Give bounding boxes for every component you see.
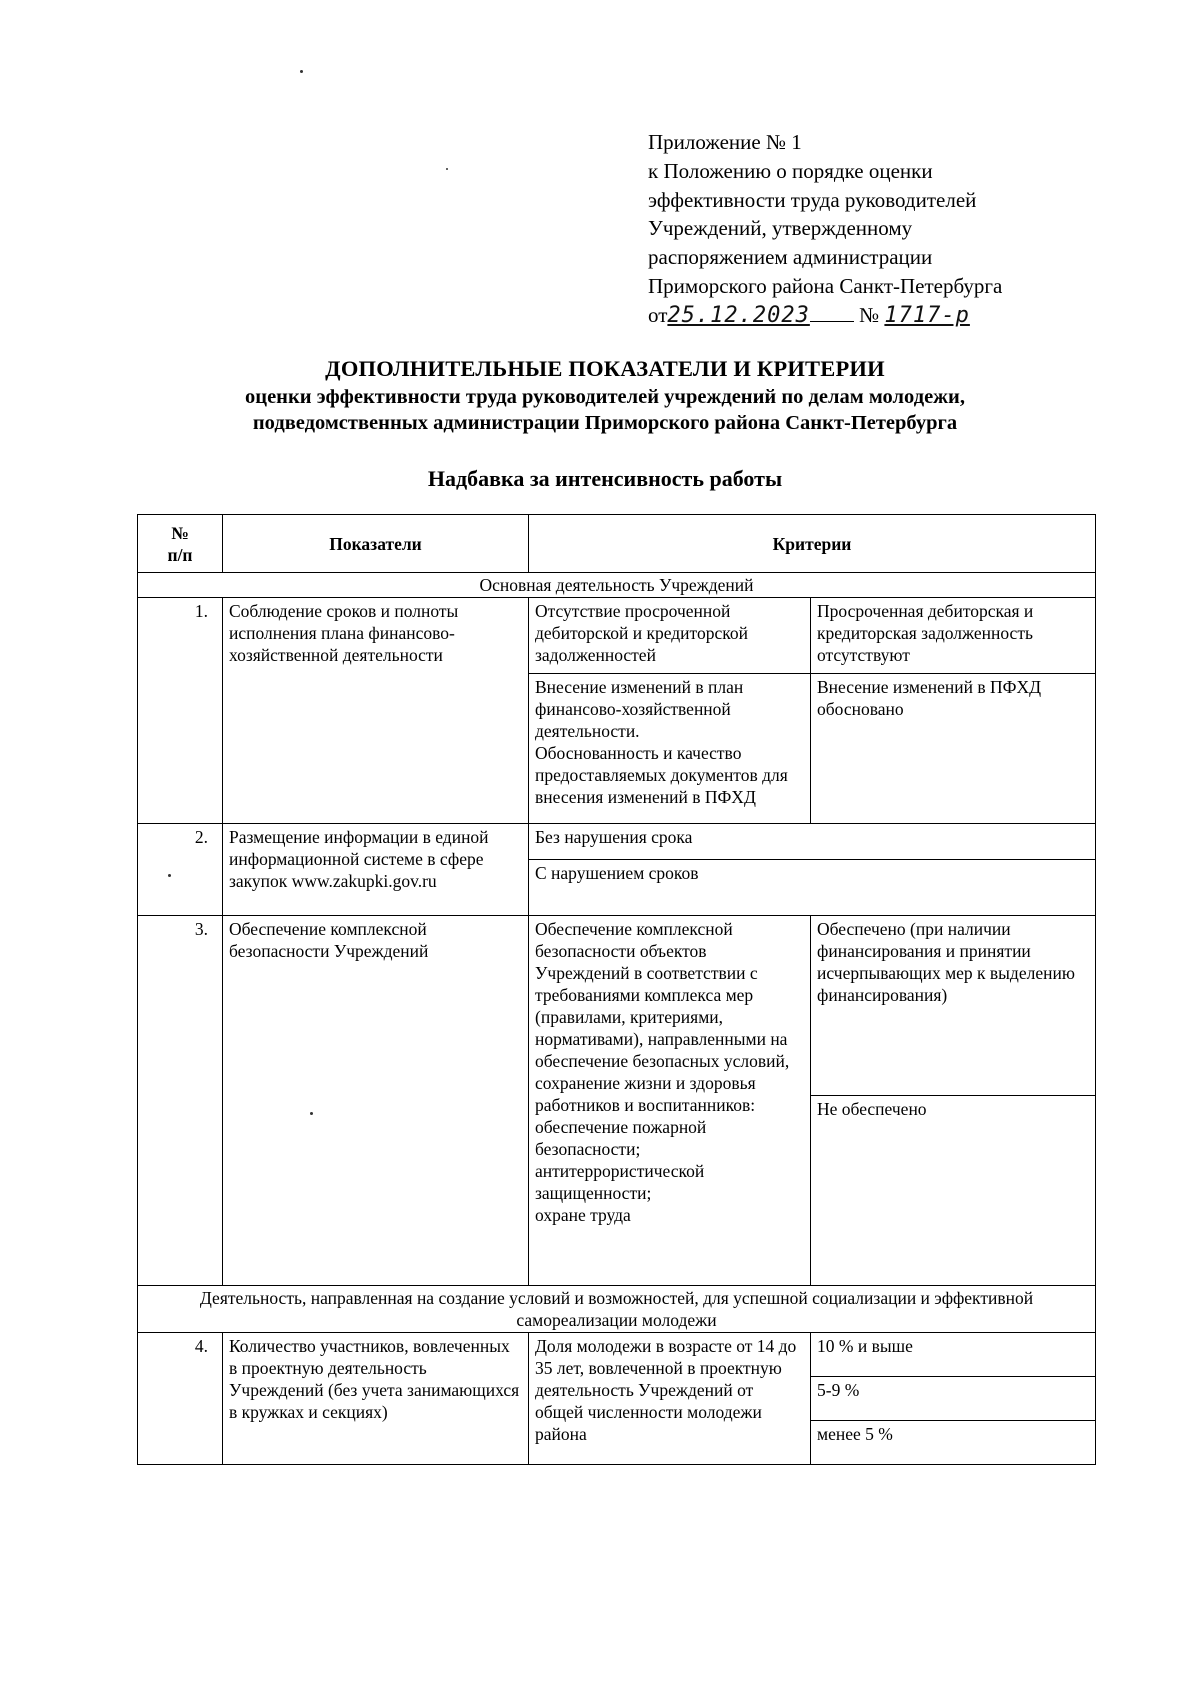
criteria-cell: Без нарушения срока — [529, 824, 1096, 860]
table-header-row — [138, 515, 1096, 573]
criteria-value-cell: Просроченная дебиторская и кредиторская задолженность отсутствуют — [811, 598, 1096, 674]
document-subtitle — [130, 384, 1080, 436]
row-number: 3. — [138, 916, 223, 1286]
table-row — [138, 824, 1096, 860]
criteria-value-cell: менее 5 % — [811, 1421, 1096, 1465]
table-row — [138, 598, 1096, 674]
table-row — [138, 1333, 1096, 1377]
indicator-cell: Размещение информации в единой информационной системе в сфере закупок www.zakupki.gov.ru — [223, 824, 529, 916]
table-row — [138, 916, 1096, 1096]
scan-speck — [300, 70, 303, 73]
criteria-value-cell: 5-9 % — [811, 1377, 1096, 1421]
criteria-value-cell: Не обеспечено — [811, 1096, 1096, 1286]
subtitle-line: подведомственных администрации Приморского района Санкт-Петербурга — [252, 412, 958, 434]
section-title: Основная деятельность Учреждений — [138, 573, 1096, 598]
appendix-line: распоряжением администрации — [648, 245, 933, 270]
scan-speck — [446, 168, 448, 170]
header-num: № п/п — [138, 515, 223, 573]
criteria-cell: Обеспечение комплексной безопасности объектов Учреждений в соответствии с требованиями комплекса мер (правилами, критериями, нормативами), направленными на обеспечение безопасных условий, сохранение жизни и здоровья работников и воспитанников: обеспечение пожарной безопасности; антитеррористической защищенности; охране труда — [529, 916, 811, 1286]
document-title: ДОПОЛНИТЕЛЬНЫЕ ПОКАЗАТЕЛИ И КРИТЕРИИ — [325, 356, 885, 381]
appendix-line: к Положению о порядке оценки — [648, 158, 933, 183]
criteria-cell: Отсутствие просроченной дебиторской и кредиторской задолженностей — [529, 598, 811, 674]
header-indicators: Показатели — [223, 515, 529, 573]
date-prefix: от — [648, 302, 668, 327]
appendix-date-line — [648, 301, 1108, 331]
appendix-line: Приложение № 1 — [648, 130, 802, 154]
criteria-table — [137, 514, 1096, 1465]
section-row — [138, 1286, 1096, 1333]
row-number: 4. — [138, 1333, 223, 1465]
header-criteria: Критерии — [529, 515, 1096, 573]
appendix-line: Приморского района Санкт-Петербурга — [648, 273, 1003, 298]
handwritten-date: 25.12.2023 — [667, 302, 810, 328]
number-prefix: № — [859, 302, 880, 327]
indicator-cell: Соблюдение сроков и полноты исполнения плана финансово-хозяйственной деятельности — [223, 598, 529, 824]
criteria-value-cell: 10 % и выше — [811, 1333, 1096, 1377]
handwritten-number: 1717-р — [884, 302, 970, 328]
criteria-value-cell: Внесение изменений в ПФХД обосновано — [811, 674, 1096, 824]
section-row — [138, 573, 1096, 598]
criteria-cell: Доля молодежи в возрасте от 14 до 35 лет, вовлеченной в проектную деятельность Учреждений от общей численности молодежи района — [529, 1333, 811, 1465]
section-heading: Надбавка за интенсивность работы — [427, 466, 783, 491]
appendix-line: Учреждений, утвержденному — [648, 216, 913, 241]
criteria-cell: Внесение изменений в план финансово-хозяйственной деятельности. Обоснованность и качество предоставляемых документов для внесения изменений в ПФХД — [529, 674, 811, 824]
indicator-cell: Количество участников, вовлеченных в проектную деятельность Учреждений (без учета занимающихся в кружках и секциях) — [223, 1333, 529, 1465]
row-number: 1. — [138, 598, 223, 824]
appendix-line: эффективности труда руководителей — [648, 187, 977, 212]
appendix-block — [648, 128, 1108, 331]
section-title: Деятельность, направленная на создание условий и возможностей, для успешной социализации и эффективной самореализации молодежи — [138, 1286, 1096, 1333]
criteria-value-cell: Обеспечено (при наличии финансирования и принятии исчерпывающих мер к выделению финансирования) — [811, 916, 1096, 1096]
indicator-cell: Обеспечение комплексной безопасности Учреждений — [223, 916, 529, 1286]
row-number: 2. — [138, 824, 223, 916]
criteria-cell: С нарушением сроков — [529, 860, 1096, 916]
subtitle-line: оценки эффективности труда руководителей учреждений по делам молодежи, — [245, 386, 965, 408]
